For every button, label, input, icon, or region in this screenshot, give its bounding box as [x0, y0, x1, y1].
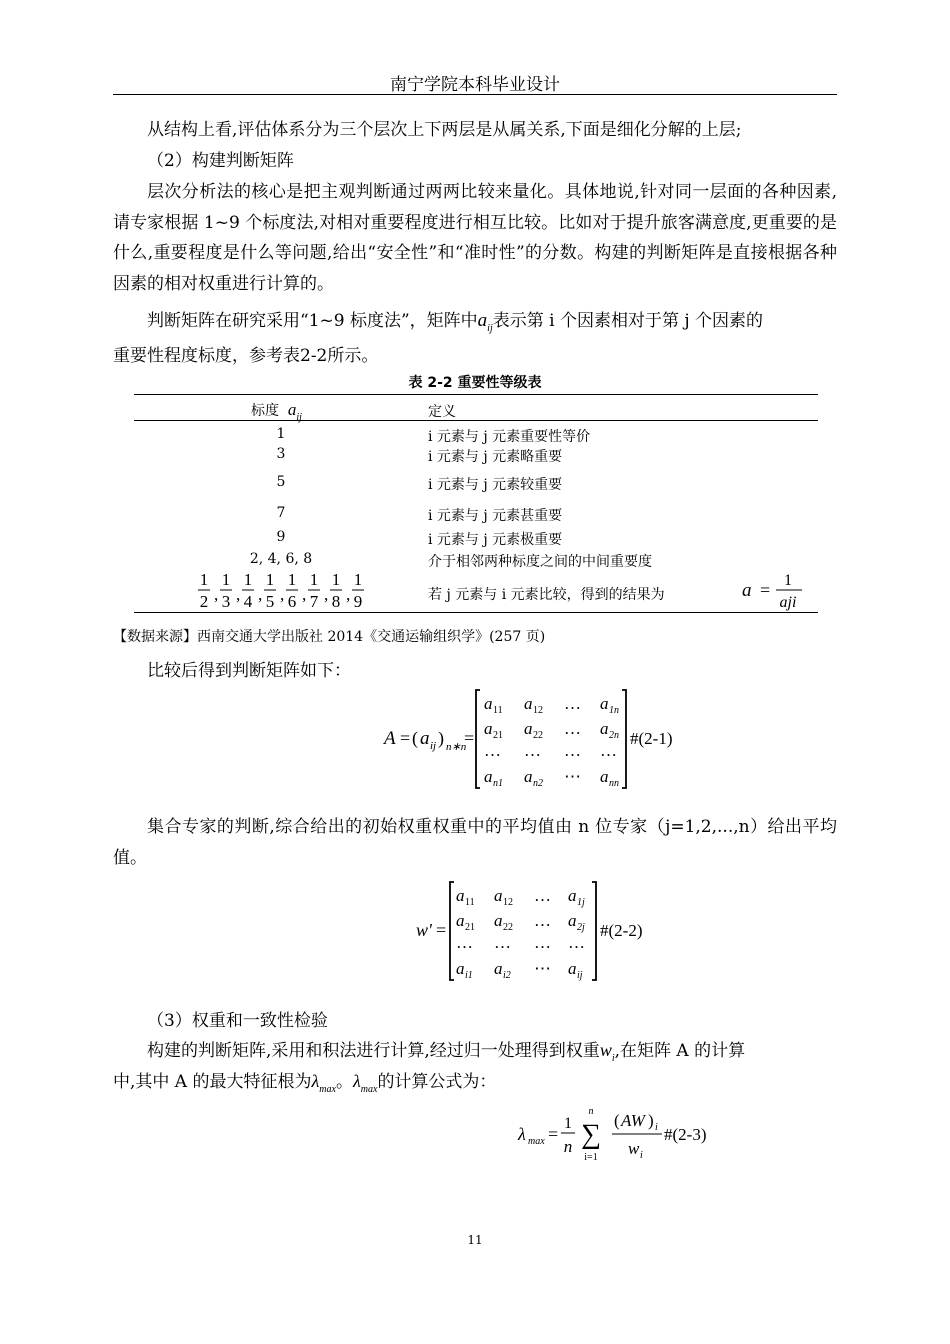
- paragraph-ahp-core: 层次分析法的核心是把主观判断通过两两比较来量化。具体地说,针对同一层面的各种因素,请专家根据 1~9 个标度法,对相对重要程度进行相互比较。比如对于提升旅客满意度,更重要的是什么,重要程度是什么等问题,给出“安全性”和“准时性”的分数。构建的判断矩阵是直接根据各种因素的相对权重进行计算的。: [113, 182, 837, 294]
- fraction-comma: ,: [324, 585, 329, 604]
- svg-text:a: a: [484, 719, 493, 738]
- reciprocal-fractions: [196, 568, 386, 612]
- eq3-aw-sub: i: [655, 1122, 658, 1133]
- eq1-a: a: [420, 728, 430, 749]
- svg-text:n1: n1: [493, 778, 503, 789]
- weight-text-c: 中,其中 A 的最大特征根为: [113, 1072, 312, 1092]
- paragraph-expert-average: 集合专家的判断,综合给出的初始权重权重中的平均值由 n 位专家（j=1,2,...,n）给出平均值。: [113, 817, 837, 868]
- eq3-w: w: [628, 1139, 640, 1158]
- header-rule: [113, 94, 837, 95]
- eq1-rparen: ): [438, 728, 444, 748]
- table-row-def: i 元素与 j 元素略重要: [428, 449, 563, 465]
- fraction-numerator: 1: [331, 570, 341, 589]
- table-header-rule: [134, 420, 818, 421]
- table-row-def: i 元素与 j 元素较重要: [428, 477, 563, 493]
- eq3-aw-close: ): [648, 1111, 654, 1130]
- svg-text:i1: i1: [465, 970, 473, 981]
- fraction-numerator: 1: [353, 570, 363, 589]
- fraction-numerator: 1: [199, 570, 209, 589]
- table-top-rule: [134, 394, 818, 395]
- lambda-max-symbol: $\lambda_{max}$: [311, 1071, 336, 1095]
- svg-text:1n: 1n: [609, 705, 619, 716]
- fraction-denominator: aji: [779, 594, 797, 611]
- table-row-scale: 9: [276, 529, 286, 545]
- table-header-scale: 标度 $a_{ij}$: [251, 400, 302, 423]
- fraction-denominator: 6: [287, 592, 297, 611]
- fraction-denominator: 7: [309, 592, 319, 611]
- reciprocal-result-formula: [738, 568, 808, 612]
- paragraph-matrix-result: 比较后得到判断矩阵如下：: [147, 661, 351, 681]
- svg-text:a: a: [524, 719, 533, 738]
- svg-text:11: 11: [493, 705, 503, 716]
- svg-text:a: a: [456, 959, 465, 978]
- eq3-aw: (: [614, 1111, 620, 1130]
- svg-text:21: 21: [465, 922, 475, 933]
- eq1-lparen: (: [412, 728, 418, 748]
- eq3-max-sub: max: [528, 1136, 545, 1147]
- paragraph-structure: 从结构上看,评估体系分为三个层次上下两层是从属关系,下面是细化分解的上层;: [147, 120, 742, 140]
- svg-text:a: a: [568, 911, 577, 930]
- table-row-scale: 2, 4, 6, 8: [249, 551, 313, 567]
- matrix-intro-text-a: 判断矩阵在研究采用“1~9 标度法”，矩阵中: [147, 311, 478, 331]
- svg-text:…: …: [456, 933, 473, 952]
- svg-text:…: …: [534, 886, 551, 905]
- svg-text:a: a: [494, 911, 503, 930]
- svg-text:…: …: [568, 933, 585, 952]
- eq1-lhs-a: A: [384, 728, 396, 749]
- eq1-equals: =: [400, 728, 411, 748]
- svg-text:…: …: [564, 741, 581, 760]
- paragraph-matrix-intro-cont: 重要性程度标度，参考表2-2所示。: [113, 346, 379, 366]
- table-row-def-reciprocal: 若 j 元素与 i 元素比较，得到的结果为: [428, 587, 665, 603]
- svg-text:a: a: [600, 719, 609, 738]
- svg-text:a: a: [494, 886, 503, 905]
- eq3-n: n: [563, 1137, 573, 1156]
- fraction-denominator: 8: [331, 592, 341, 611]
- fraction-comma: ,: [302, 585, 307, 604]
- fraction-comma: ,: [346, 585, 351, 604]
- weight-text-e: 的计算公式为：: [377, 1072, 497, 1092]
- data-source-note: 【数据来源】西南交通大学出版社 2014《交通运输组织学》(257 页): [113, 629, 546, 645]
- fraction-comma: ,: [214, 585, 219, 604]
- weight-text-d: 。: [335, 1072, 353, 1092]
- eq2-matrix-entries: [456, 886, 585, 981]
- svg-text:ij: ij: [577, 970, 583, 981]
- fraction-numerator: 1: [309, 570, 319, 589]
- eq2-right-bracket: [592, 882, 596, 980]
- table-row-scale: 5: [276, 474, 286, 490]
- svg-text:…: …: [534, 933, 551, 952]
- fraction-comma: ,: [258, 585, 263, 604]
- table-row-def: i 元素与 j 元素重要性等价: [428, 429, 591, 445]
- svg-text:…: …: [484, 741, 501, 760]
- svg-text:11: 11: [465, 897, 475, 908]
- equals-sign: =: [760, 580, 771, 600]
- table-row-def: i 元素与 j 元素极重要: [428, 532, 563, 548]
- eq3-w-sub: i: [640, 1150, 643, 1161]
- eq2-equals: =: [436, 920, 447, 940]
- eq3-sum-upper: n: [588, 1106, 594, 1117]
- paragraph-weight-calc: [147, 1036, 746, 1064]
- svg-text:a: a: [600, 767, 609, 786]
- svg-text:a: a: [484, 694, 493, 713]
- eq1-equals-2: =: [464, 728, 475, 748]
- svg-text:a: a: [524, 767, 533, 786]
- aij-symbol: $a_{ij}$: [477, 310, 493, 334]
- table-row-def: 介于相邻两种标度之间的中间重要度: [428, 554, 652, 570]
- matrix-intro-text-b: 表示第 i 个因素相对于第 j 个因素的: [492, 311, 764, 331]
- eq3-lambda: λ: [518, 1124, 526, 1144]
- svg-text:a: a: [568, 959, 577, 978]
- svg-text:2j: 2j: [577, 922, 585, 933]
- svg-text:a: a: [568, 886, 577, 905]
- svg-text:…: …: [600, 741, 617, 760]
- section-heading-3: （3）权重和一致性检验: [147, 1011, 328, 1031]
- eq1-left-bracket: [476, 690, 480, 788]
- eq2-w-prime: w': [416, 920, 432, 940]
- svg-text:…: …: [524, 741, 541, 760]
- eq1-right-bracket: [622, 690, 626, 788]
- eq3-tag: #(2-3): [664, 1125, 707, 1144]
- eq3-aw-italic: AW: [621, 1111, 645, 1130]
- a-symbol: a: [742, 580, 752, 601]
- weight-text-b: ,在矩阵 A 的计算: [614, 1041, 746, 1061]
- svg-text:1j: 1j: [577, 897, 585, 908]
- svg-text:12: 12: [533, 705, 543, 716]
- table-header-definition: 定义: [428, 404, 456, 420]
- fraction-comma: ,: [280, 585, 285, 604]
- table-row-def: i 元素与 j 元素甚重要: [428, 508, 563, 524]
- svg-text:a: a: [456, 911, 465, 930]
- svg-text:⋯: ⋯: [564, 767, 581, 786]
- eq1-ij: ij: [430, 740, 437, 752]
- svg-text:i2: i2: [503, 970, 511, 981]
- fraction-numerator: 1: [243, 570, 253, 589]
- fraction-comma: ,: [236, 585, 241, 604]
- paragraph-weight-calc-cont: [113, 1067, 497, 1095]
- eq3-sigma: ∑: [581, 1119, 601, 1150]
- fraction-numerator: 1: [287, 570, 297, 589]
- table-row-scale: 1: [276, 426, 286, 442]
- section-heading-2: （2）构建判断矩阵: [147, 151, 294, 171]
- eq2-left-bracket: [450, 882, 454, 980]
- table-row-scale: 7: [276, 505, 286, 521]
- eq1-n-star-n: n∗n: [446, 741, 467, 753]
- table-bottom-rule: [134, 612, 818, 613]
- fraction-denominator: 2: [199, 592, 209, 611]
- svg-text:22: 22: [533, 730, 543, 741]
- svg-text:…: …: [564, 719, 581, 738]
- lambda-max-symbol: $\lambda_{max}$: [352, 1071, 378, 1095]
- paragraph-matrix-intro: [147, 306, 763, 332]
- w-i-symbol: $w_i$: [599, 1040, 615, 1064]
- svg-text:n2: n2: [533, 778, 543, 789]
- svg-text:…: …: [564, 694, 581, 713]
- eq1-matrix-entries: [484, 694, 619, 789]
- eq3-one: 1: [564, 1115, 572, 1132]
- eq3-sum-lower: i=1: [584, 1152, 598, 1163]
- fraction-numerator: 1: [784, 572, 792, 589]
- equation-2-2: [412, 876, 672, 986]
- eq2-tag: #(2-2): [600, 921, 643, 940]
- svg-text:⋯: ⋯: [534, 959, 551, 978]
- svg-text:12: 12: [503, 897, 513, 908]
- eq3-equals: =: [548, 1124, 559, 1144]
- svg-text:…: …: [494, 933, 511, 952]
- equation-2-1: [380, 684, 700, 794]
- svg-text:22: 22: [503, 922, 513, 933]
- weight-text-a: 构建的判断矩阵,采用和积法进行计算,经过归一处理得到权重: [147, 1041, 600, 1061]
- fraction-denominator: 9: [353, 592, 363, 611]
- fraction-denominator: 3: [221, 592, 231, 611]
- fraction-denominator: 5: [265, 592, 275, 611]
- fraction-numerator: 1: [265, 570, 275, 589]
- running-header: 南宁学院本科毕业设计: [390, 75, 560, 95]
- svg-text:2n: 2n: [609, 730, 619, 741]
- svg-text:21: 21: [493, 730, 503, 741]
- svg-text:a: a: [484, 767, 493, 786]
- svg-text:a: a: [456, 886, 465, 905]
- svg-text:a: a: [524, 694, 533, 713]
- table-caption: 表 2-2 重要性等级表: [408, 375, 542, 391]
- svg-text:…: …: [534, 911, 551, 930]
- svg-text:a: a: [600, 694, 609, 713]
- fraction-numerator: 1: [221, 570, 231, 589]
- fraction-denominator: 4: [243, 592, 253, 611]
- svg-text:a: a: [494, 959, 503, 978]
- eq1-tag: #(2-1): [630, 729, 673, 748]
- page-number: 11: [467, 1233, 483, 1247]
- svg-text:nn: nn: [609, 778, 619, 789]
- table-row-scale: 3: [276, 446, 286, 462]
- equation-2-3: [514, 1100, 744, 1166]
